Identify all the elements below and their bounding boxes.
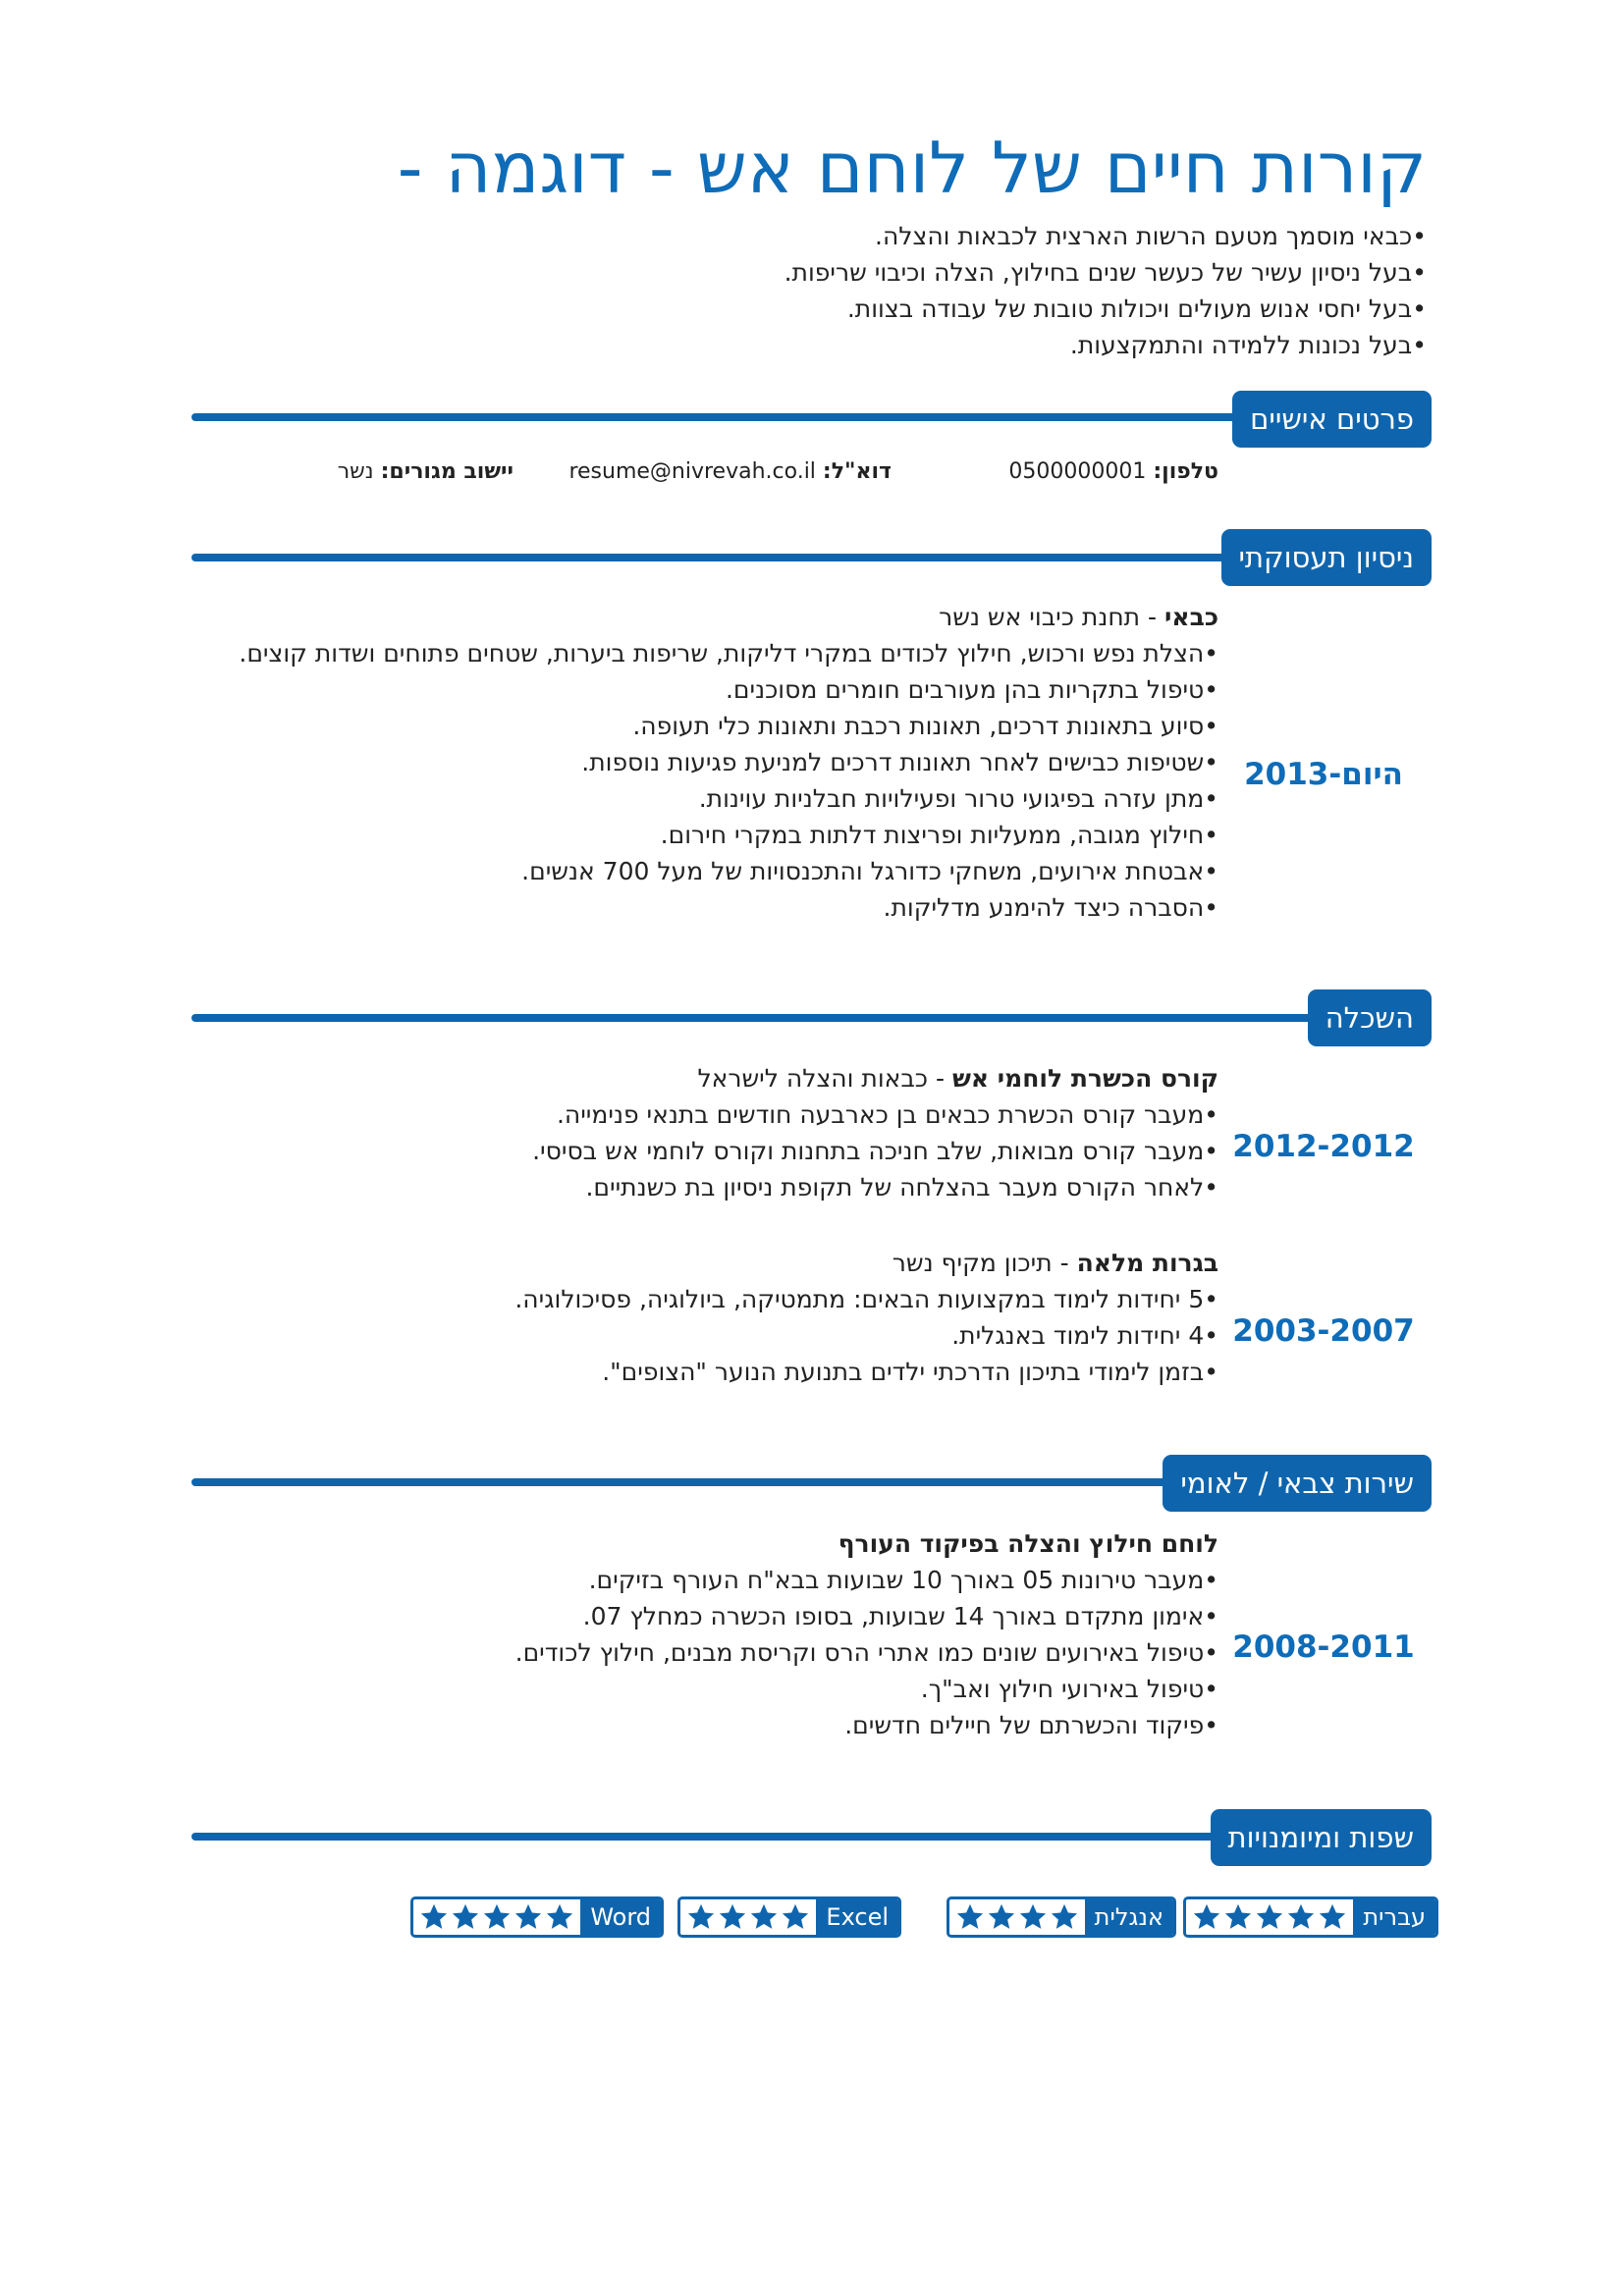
personal-city — [338, 459, 514, 484]
page-title: קורות חיים של לוחם אש - דוגמה - — [397, 127, 1427, 209]
section-heading-skills: שפות ומיומנויות — [1211, 1809, 1432, 1866]
skill-badge — [1183, 1896, 1438, 1938]
list-item: •בזמן לימודי בתיכון הדרכתי ילדים בתנועת הנוער "הצופים". — [602, 1358, 1218, 1386]
star-icon — [451, 1902, 480, 1932]
skill-rating — [1186, 1899, 1353, 1935]
section-divider — [191, 1833, 1387, 1841]
skill-rating — [413, 1899, 580, 1935]
list-item: •4 יחידות לימוד באנגלית. — [951, 1321, 1218, 1350]
skill-badge — [947, 1896, 1176, 1938]
skill-rating — [680, 1899, 816, 1935]
star-icon — [987, 1902, 1016, 1932]
intro-line: •בעל ניסיון עשיר של כעשר שנים בחילוץ, הצלה וכיבוי שריפות. — [784, 258, 1427, 287]
entry-heading: כבאי - תחנת כיבוי אש נשר — [939, 603, 1218, 631]
list-item: •מעבר קורס הכשרת כבאים בן כארבעה חודשים בתנאי פנימייה. — [556, 1100, 1218, 1129]
skill-badge — [410, 1896, 664, 1938]
list-item: •פיקוד והכשרתם של חיילים חדשים. — [844, 1711, 1218, 1739]
phone-label: טלפון: — [1153, 459, 1218, 484]
personal-phone — [1008, 459, 1218, 484]
list-item: •אבטחת אירועים, משחקי כדורגל והתכנסויות של מעל 700 אנשים. — [521, 857, 1218, 885]
list-item: •אימון מתקדם באורך 14 שבועות, בסופו הכשרה כמחלץ 07. — [582, 1602, 1218, 1630]
intro-line: •בעל נכונות ללמידה והתמקצעות. — [1069, 331, 1427, 359]
star-icon — [1255, 1902, 1284, 1932]
city-value: נשר — [337, 459, 374, 484]
skill-label: עברית — [1353, 1899, 1435, 1935]
list-item: •הסברה כיצד להימנע מדליקות. — [883, 893, 1218, 922]
entry-heading: קורס הכשרת לוחמי אש - כבאות והצלה לישראל — [697, 1064, 1218, 1093]
list-item: •מעבר טירונות 05 באורך 10 שבועות בבא"ח העורף בזיקים. — [588, 1566, 1218, 1594]
entry-year: 2008-2011 — [1232, 1629, 1415, 1665]
skill-badge — [677, 1896, 901, 1938]
section-divider — [191, 1014, 1387, 1022]
star-icon — [482, 1902, 512, 1932]
list-item: •לאחר הקורס מעבר בהצלחה של תקופת ניסיון בת כשנתיים. — [585, 1173, 1218, 1201]
list-item: •סיוע בתאונות דרכים, תאונות רכבת ותאונות כלי תעופה. — [632, 712, 1218, 740]
star-icon — [1318, 1902, 1347, 1932]
email-value: resume@nivrevah.co.il — [568, 459, 816, 484]
intro-summary — [347, 218, 1427, 363]
list-item: •מתן עזרה בפיגועי טרור ופעילויות חבלניות עוינות. — [698, 784, 1218, 813]
star-icon — [1192, 1902, 1221, 1932]
list-item: •טיפול באירועים שונים כמו אתרי הרס וקריסת מבנים, חילוץ לכודים. — [514, 1638, 1218, 1667]
entry-year: 2003-2007 — [1232, 1313, 1415, 1349]
entry-heading: לוחם חילוץ והצלה בפיקוד העורף — [838, 1529, 1218, 1558]
star-icon — [545, 1902, 574, 1932]
list-item: •חילוץ מגובה, ממעליות ופריצות דלתות במקרי חירום. — [660, 821, 1218, 849]
list-item: •טיפול בתקריות בהן מעורבים חומרים מסוכנים. — [725, 675, 1218, 704]
star-icon — [1223, 1902, 1253, 1932]
entry-year: 2013-היום — [1244, 757, 1403, 792]
star-icon — [1050, 1902, 1079, 1932]
star-icon — [514, 1902, 543, 1932]
section-heading-experience: ניסיון תעסוקתי — [1221, 529, 1432, 586]
star-icon — [1018, 1902, 1048, 1932]
star-icon — [749, 1902, 779, 1932]
star-icon — [419, 1902, 449, 1932]
intro-line: •בעל יחסי אנוש מעולים ויכולות טובות של עבודה בצוות. — [846, 294, 1427, 323]
education-entry — [197, 1060, 1218, 1205]
list-item: •שטיפות כבישים לאחר תאונות דרכים למניעת פגיעות נוספות. — [581, 748, 1218, 776]
section-divider — [191, 554, 1387, 561]
email-label: דוא"ל: — [822, 459, 892, 484]
skill-label: אנגלית — [1085, 1899, 1173, 1935]
section-heading-education: השכלה — [1308, 989, 1432, 1046]
list-item: •הצלת נפש ורכוש, חילוץ לכודים במקרי דליקות, שריפות ביערות, שטחים פתוחים ושדות קוצים. — [239, 639, 1218, 667]
list-item: •מעבר קורס מבואות, שלב חניכה בתחנות וקורס לוחמי אש בסיסי. — [532, 1137, 1218, 1165]
list-item: •5 יחידות לימוד במקצועות הבאים: מתמטיקה, ביולוגיה, פסיכולוגיה. — [514, 1285, 1218, 1313]
intro-line: •כבאי מוסמך מטעם הרשות הארצית לכבאות והצלה. — [875, 222, 1427, 250]
star-icon — [955, 1902, 985, 1932]
list-item: •טיפול באירועי חילוץ ואב"ך. — [920, 1675, 1218, 1703]
section-heading-personal: פרטים אישיים — [1232, 391, 1432, 448]
military-entry — [197, 1525, 1218, 1743]
star-icon — [718, 1902, 747, 1932]
personal-email — [568, 459, 892, 484]
star-icon — [686, 1902, 716, 1932]
star-icon — [1286, 1902, 1316, 1932]
section-divider — [191, 413, 1387, 421]
entry-heading: בגרות מלאה - תיכון מקיף נשר — [892, 1249, 1218, 1277]
section-heading-military: שירות צבאי / לאומי — [1163, 1455, 1432, 1512]
star-icon — [781, 1902, 810, 1932]
skill-rating — [949, 1899, 1085, 1935]
skill-label: Excel — [816, 1899, 898, 1935]
entry-year: 2012-2012 — [1232, 1129, 1415, 1164]
skill-label: Word — [580, 1899, 661, 1935]
phone-value: 0500000001 — [1008, 459, 1147, 484]
city-label: יישוב מגורים: — [380, 459, 514, 484]
education-entry — [197, 1245, 1218, 1390]
experience-entry — [197, 599, 1218, 926]
